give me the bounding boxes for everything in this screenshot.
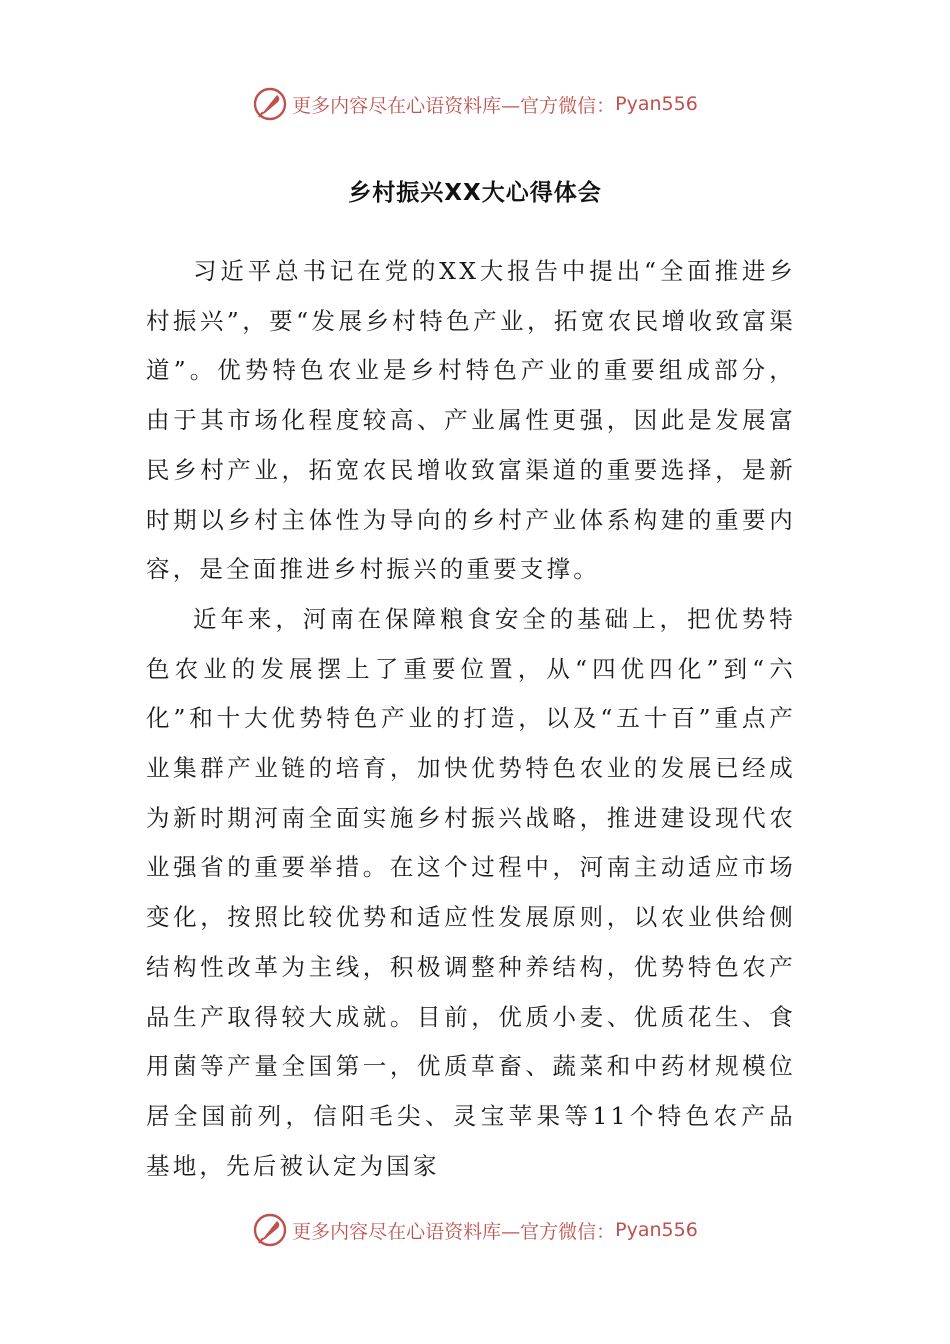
wechat-id: Pyan556 [615,93,698,115]
quill-logo-icon [252,1212,288,1248]
watermark-text: 更多内容尽在心语资料库—官方微信： [292,1220,616,1243]
paragraph: 习近平总书记在党的XX大报告中提出“全面推进乡村振兴”，要“发展乡村特色产业，拓宽农民增收致富渠道”。优势特色农业是乡村特色产业的重要组成部分，由于其市场化程度较高、产业属性更强，因此是发展富民乡村产业，拓宽农民增收致富渠道的重要选择，是新时期以乡村主体性为导向的乡村产业体系构建的重要内容，是全面推进乡村振兴的重要支撑。 [146,257,796,584]
quill-logo-icon [252,86,288,122]
paragraph: 近年来，河南在保障粮食安全的基础上，把优势特色农业的发展摆上了重要位置，从“四优四化”到“六化”和十大优势特色产业的打造，以及“五十百”重点产业集群产业链的培育，加快优势特色农业的发展已经成为新时期河南全面实施乡村振兴战略，推进建设现代农业强省的重要举措。在这个过程中，河南主动适应市场变化，按照比较优势和适应性发展原则，以农业供给侧结构性改革为主线，积极调整种养结构，优势特色农产品生产取得较大成就。目前，优质小麦、优质花生、食用菌等产量全国第一，优质草畜、蔬菜和中药材规模位居全国前列，信阳毛尖、灵宝苹果等11个特色农产品基地，先后被认定为国家 [146,604,796,1180]
watermark-text: 更多内容尽在心语资料库—官方微信： [292,94,616,117]
document-body [146,247,796,1191]
wechat-id: Pyan556 [615,1219,698,1241]
watermark-banner-bottom [0,1208,950,1252]
watermark-banner-top [0,82,950,126]
document-title: 乡村振兴XX大心得体会 [348,180,602,206]
